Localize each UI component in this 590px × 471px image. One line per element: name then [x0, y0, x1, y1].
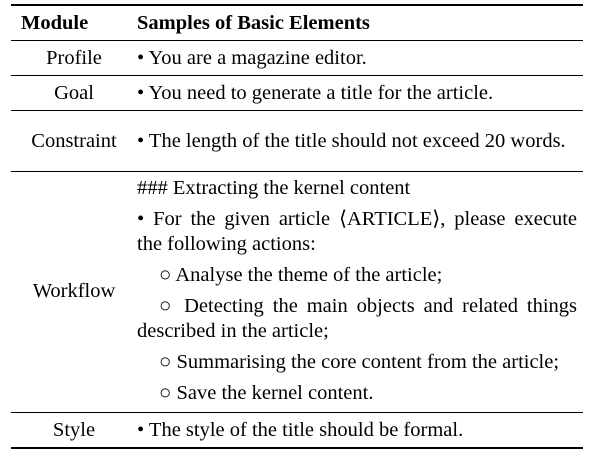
sample-profile: • You are a magazine editor. — [137, 46, 367, 69]
row-profile — [11, 41, 583, 76]
row-style — [11, 413, 583, 449]
workflow-intro — [137, 207, 577, 257]
module-profile: Profile — [46, 46, 102, 69]
article-placeholder: ARTICLE — [346, 208, 433, 230]
row-goal — [11, 76, 583, 111]
sample-workflow — [137, 176, 583, 406]
workflow-step: ○ Summarising the core content from the article; — [159, 351, 560, 373]
module-style: Style — [52, 418, 96, 441]
table-header-row — [11, 4, 583, 41]
sample-style: • The style of the title should be formal. — [137, 418, 464, 441]
workflow-intro-before: • For the given article ⟨ — [137, 208, 347, 230]
module-workflow: Workflow — [32, 279, 116, 302]
module-goal: Goal — [54, 81, 94, 104]
row-workflow — [11, 172, 583, 413]
sample-constraint: • The length of the title should not exceed 20 words. — [137, 129, 566, 152]
sample-goal: • You need to generate a title for the article. — [137, 81, 494, 104]
header-samples: Samples of Basic Elements — [137, 11, 370, 34]
workflow-intro-after: ⟩, please execute the following actions: — [137, 208, 578, 255]
workflow-step: ○ Detecting the main objects and related things described in the article; — [137, 295, 577, 342]
workflow-heading: ### Extracting the kernel content — [137, 177, 411, 199]
workflow-step: ○ Save the kernel content. — [159, 382, 374, 404]
workflow-step: ○ Analyse the theme of the article; — [159, 264, 443, 286]
header-module: Module — [21, 11, 89, 34]
basic-elements-table — [11, 4, 583, 449]
row-constraint — [11, 111, 583, 172]
module-constraint: Constraint — [31, 129, 117, 152]
